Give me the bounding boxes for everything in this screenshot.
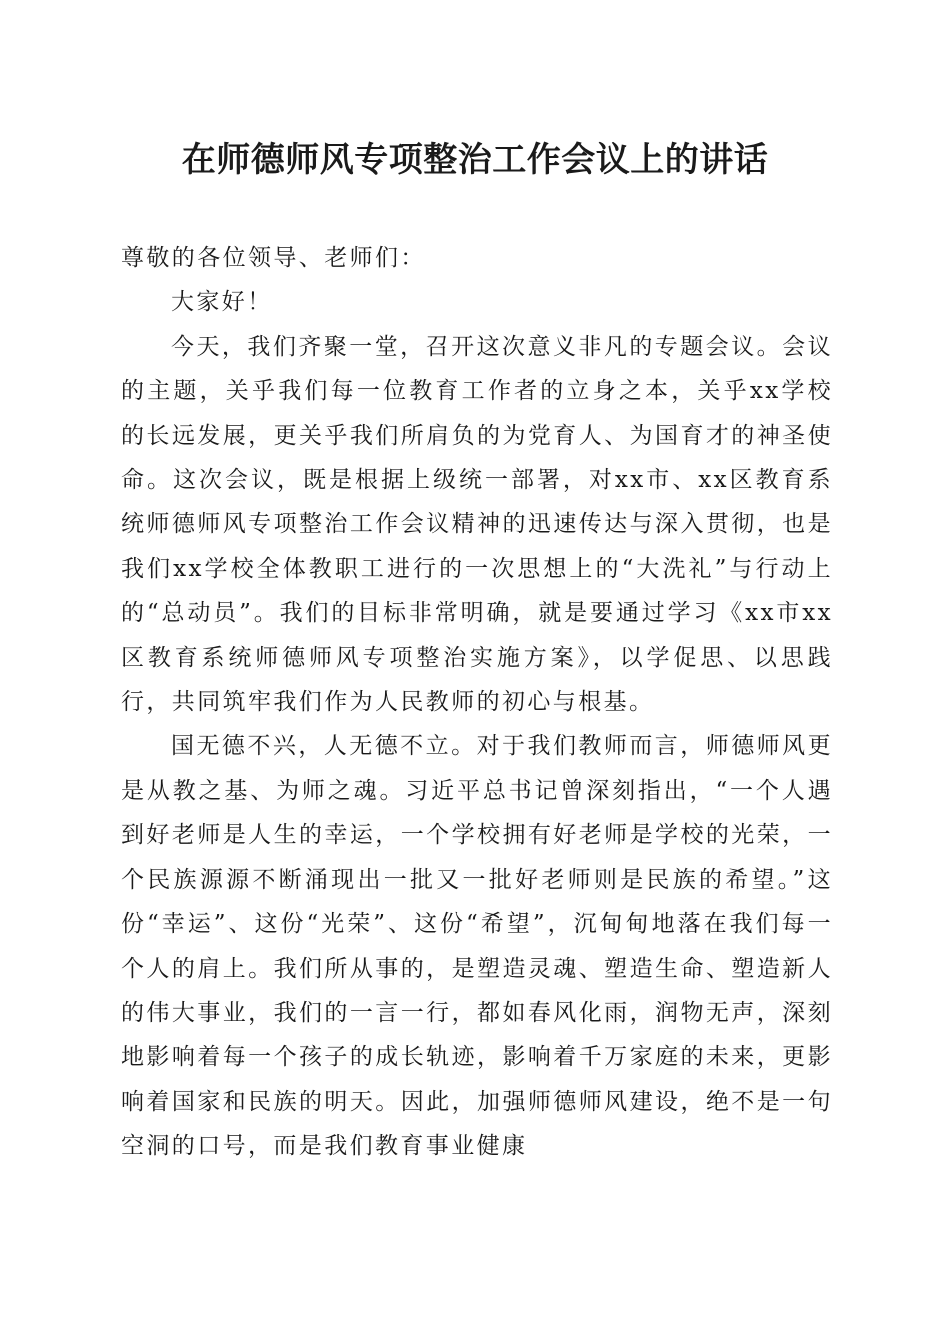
document-title: 在师德师风专项整治工作会议上的讲话: [181, 140, 769, 180]
paragraph-1: 今天，我们齐聚一堂，召开这次意义非凡的专题会议。会议的主题，关乎我们每一位教育工作者的立身之本，关乎xx学校的长远发展，更关乎我们所肩负的为党育人、为国育才的神圣使命。这次会议，既是根据上级统一部署，对xx市、xx区教育系统师德师风专项整治工作会议精神的迅速传达与深入贯彻，也是我们xx学校全体教职工进行的一次思想上的“大洗礼”与行动上的“总动员”。我们的目标非常明确，就是要通过学习《xx市xx区教育系统师德师风专项整治实施方案》，以学促思、以思践行，共同筑牢我们作为人民教师的初心与根基。: [121, 333, 833, 716]
salutation: 尊敬的各位领导、老师们：: [121, 245, 426, 271]
greeting: 大家好！: [171, 289, 273, 316]
paragraph-2: 国无德不兴，人无德不立。对于我们教师而言，师德师风更是从教之基、为师之魂。习近平总书记曾深刻指出，“一个人遇到好老师是人生的幸运，一个学校拥有好老师是学校的光荣，一个民族源源不断涌现出一批又一批好老师则是民族的希望。”这份“幸运”、这份“光荣”、这份“希望”，沉甸甸地落在我们每一个人的肩上。我们所从事的，是塑造灵魂、塑造生命、塑造新人的伟大事业，我们的一言一行，都如春风化雨，润物无声，深刻地影响着每一个孩子的成长轨迹，影响着千万家庭的未来，更影响着国家和民族的明天。因此，加强师德师风建设，绝不是一句空洞的口号，而是我们教育事业健康: [121, 733, 833, 1160]
document-body: [121, 236, 833, 1169]
